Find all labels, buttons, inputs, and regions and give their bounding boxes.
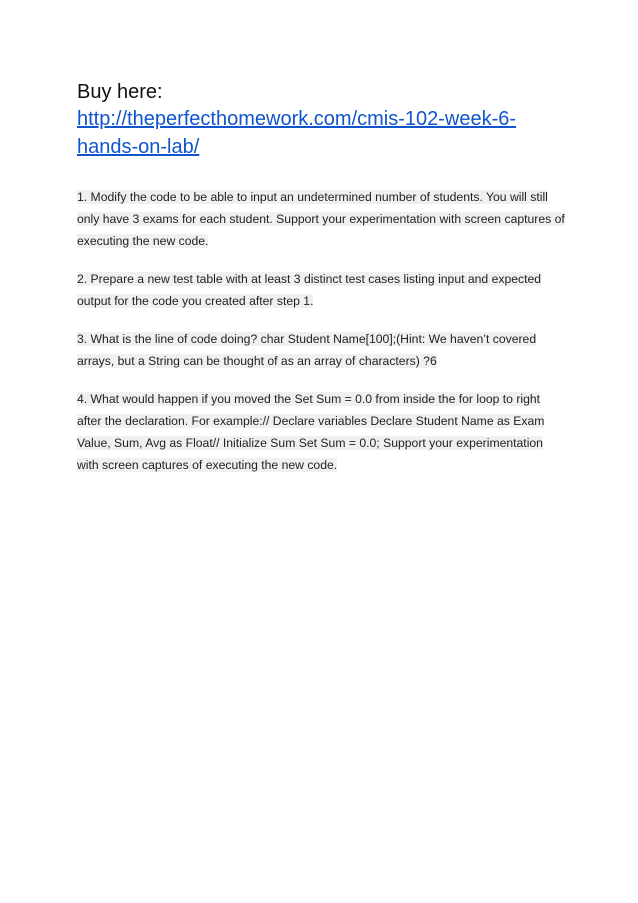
question-item-2: [77, 268, 567, 312]
buy-here-label: Buy here:: [77, 81, 163, 103]
question-text: 2. Prepare a new test table with at least 3 distinct test cases listing input and expected output for the code you created after step 1.: [77, 272, 542, 308]
document-body: [77, 79, 567, 492]
link-container: [77, 105, 565, 161]
question-item-3: [77, 328, 567, 372]
question-list: [77, 186, 567, 476]
question-item-4: [77, 388, 567, 476]
product-link[interactable]: http://theperfecthomework.com/cmis-102-week-6-hands-on-lab/: [77, 108, 517, 158]
question-text: 1. Modify the code to be able to input an undetermined number of students. You will still only have 3 exams for each student. Support your experimentation with screen captures of executing the new code.: [77, 190, 565, 248]
question-item-1: [77, 186, 567, 252]
question-text: 3. What is the line of code doing? char Student Name[100];(Hint: We haven’t covered arrays, but a String can be thought of as an array of characters) ?6: [77, 332, 537, 368]
question-text: 4. What would happen if you moved the Set Sum = 0.0 from inside the for loop to right after the declaration. For example:// Declare variables Declare Student Name as Exam Value, Sum, Avg as Float// Initialize Sum Set Sum = 0.0; Support your experimentation with screen captures of executing the new code.: [77, 392, 545, 472]
